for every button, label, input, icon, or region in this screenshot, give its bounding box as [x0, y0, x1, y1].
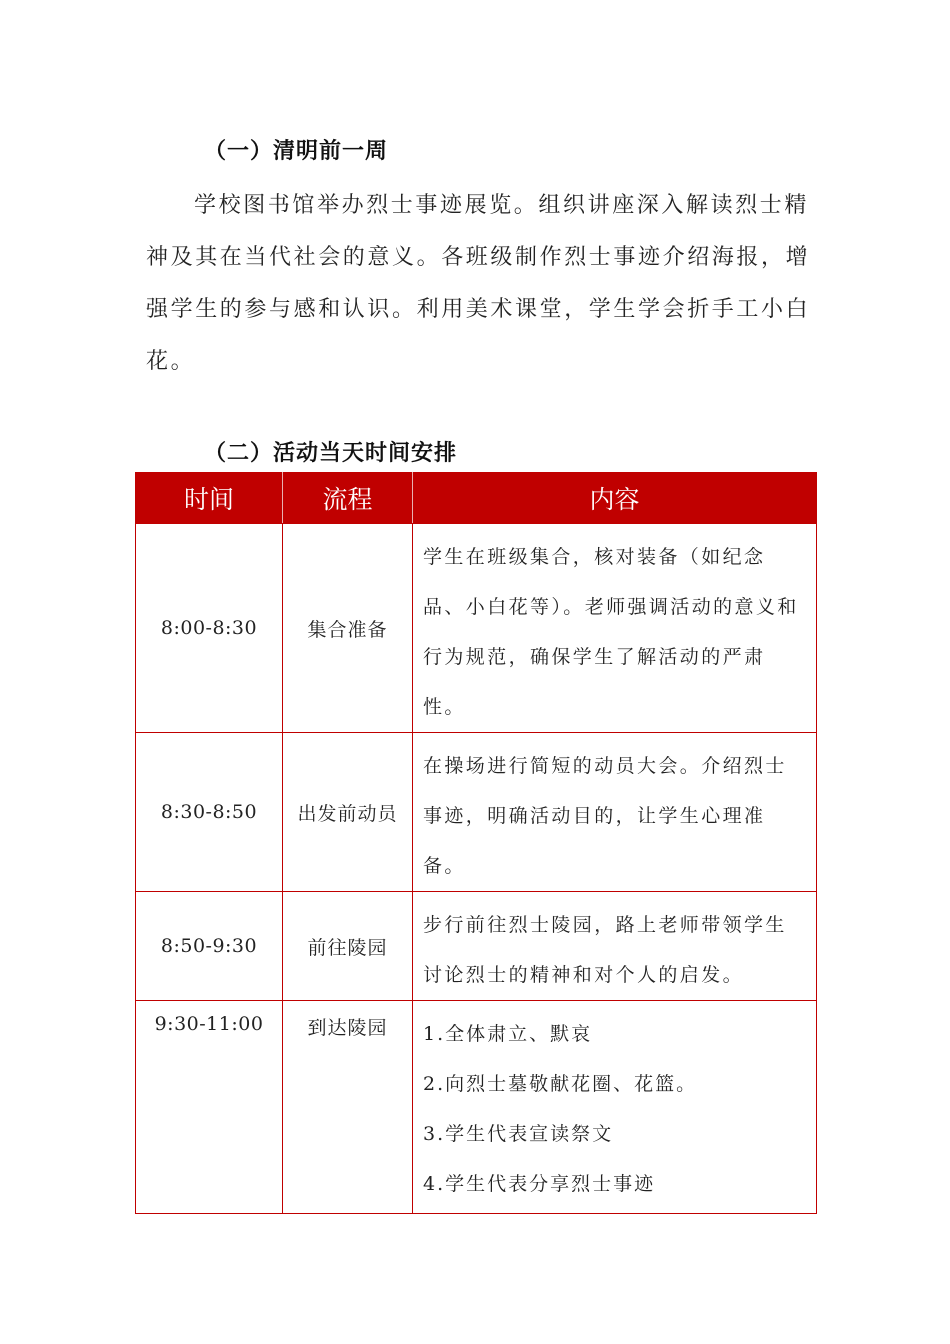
table-row [136, 733, 817, 892]
cell-time: 8:00-8:30 [136, 524, 283, 733]
header-flow: 流程 [283, 473, 413, 524]
cell-time: 9:30-11:00 [136, 1001, 283, 1214]
header-content: 内容 [413, 473, 817, 524]
cell-content-list [413, 1001, 817, 1214]
schedule-table [135, 472, 817, 1214]
header-time: 时间 [136, 473, 283, 524]
cell-time: 8:50-9:30 [136, 892, 283, 1001]
cell-flow: 到达陵园 [283, 1001, 413, 1214]
list-item: 2.向烈士墓敬献花圈、花篮。 [423, 1073, 698, 1095]
list-item: 3.学生代表宣读祭文 [423, 1123, 614, 1145]
cell-content: 步行前往烈士陵园，路上老师带领学生讨论烈士的精神和对个人的启发。 [413, 892, 817, 1001]
cell-flow: 集合准备 [283, 524, 413, 733]
section-heading-2: （二）活动当天时间安排 [204, 441, 458, 466]
section-heading-1: （一）清明前一周 [204, 139, 389, 164]
cell-content: 学生在班级集合，核对装备（如纪念品、小白花等）。老师强调活动的意义和行为规范，确保学生了解活动的严肃性。 [413, 524, 817, 733]
cell-time: 8:30-8:50 [136, 733, 283, 892]
table-row [136, 892, 817, 1001]
cell-flow: 出发前动员 [283, 733, 413, 892]
cell-flow: 前往陵园 [283, 892, 413, 1001]
list-item: 4.学生代表分享烈士事迹 [423, 1173, 656, 1195]
table-row [136, 1001, 817, 1214]
table-header-row [136, 473, 817, 524]
section-paragraph-1: 学校图书馆举办烈士事迹展览。组织讲座深入解读烈士精神及其在当代社会的意义。各班级制作烈士事迹介绍海报，增强学生的参与感和认识。利用美术课堂，学生学会折手工小白花。 [146, 193, 811, 374]
table-row [136, 524, 817, 733]
cell-content: 在操场进行简短的动员大会。介绍烈士事迹，明确活动目的，让学生心理准备。 [413, 733, 817, 892]
list-item: 1.全体肃立、默哀 [423, 1023, 593, 1045]
